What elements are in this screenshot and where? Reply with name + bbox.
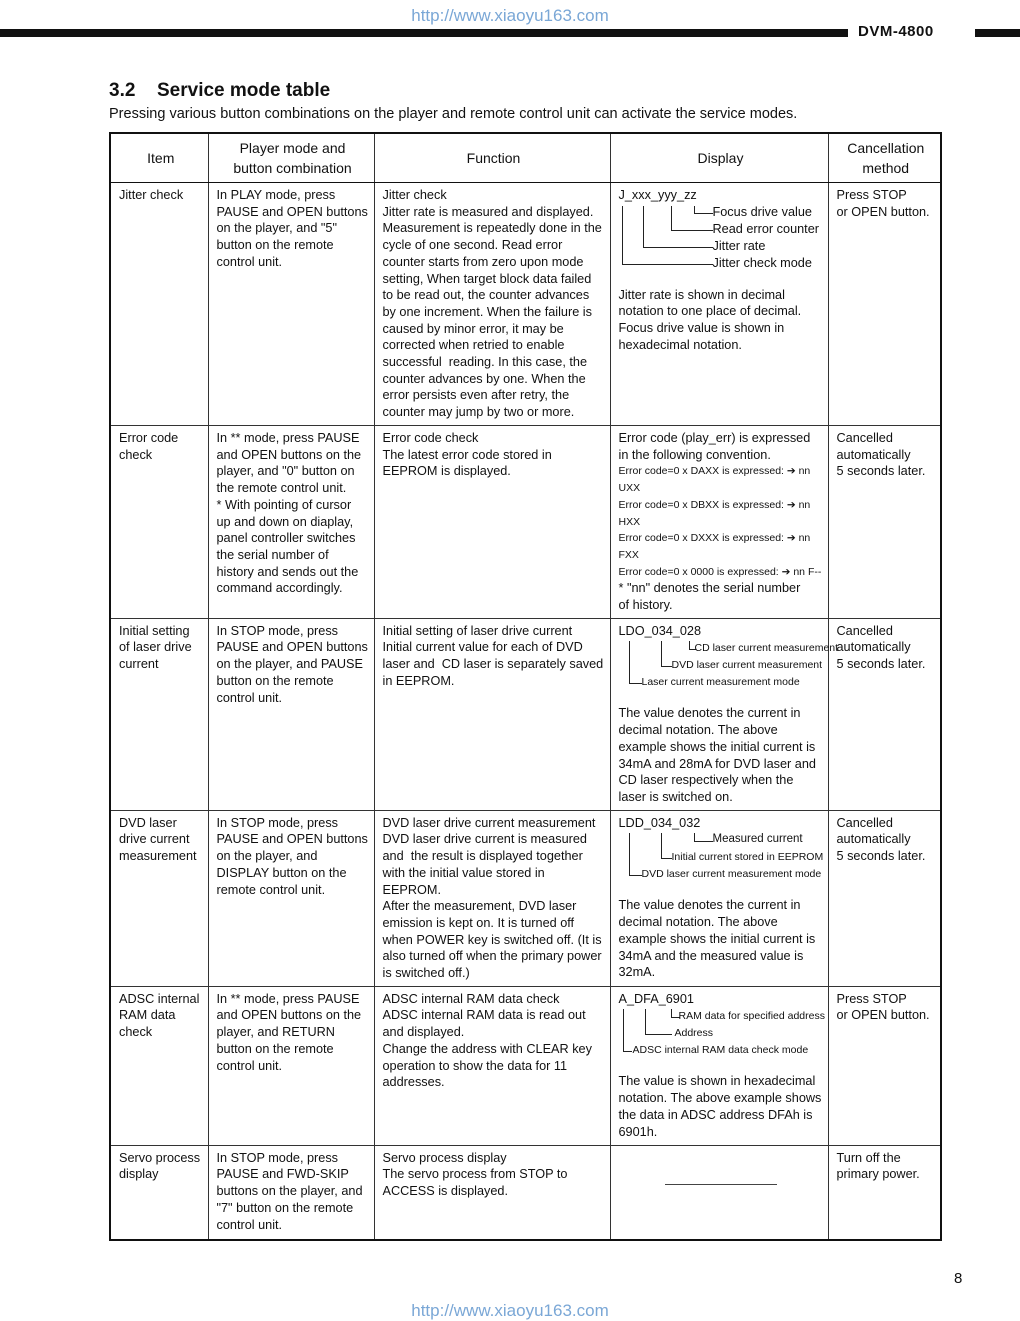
cell-cancel: Cancelled automatically 5 seconds later. (828, 618, 941, 810)
cell-mode: In STOP mode, press PAUSE and FWD-SKIP buttons on the player, and "7" button on the remote control unit. (208, 1145, 374, 1240)
display-diagram (619, 1007, 823, 1057)
cell-function: Servo process display The servo process from STOP to ACCESS is displayed. (374, 1145, 610, 1240)
cell-cancel: Turn off the primary power. (828, 1145, 941, 1240)
cell-function: DVD laser drive current measurement DVD laser drive current is measured and the result is displayed together with the initial value stored in EEPROM. After the measurement, DVD laser emission is kept on. It is turned off when POWER key is switched off. (It is also turned off when the primary power is switched off.) (374, 810, 610, 986)
display-intro: Error code (play_err) is expressed in the following convention. (618, 431, 814, 462)
cell-cancel: Press STOP or OPEN button. (828, 986, 941, 1145)
intro-text: Pressing various button combinations on the player and remote control unit can activate the service modes. (109, 106, 798, 122)
error-code-line: Error code=0 x DAXX is expressed: ➔ nn UXX (618, 465, 811, 495)
cell-display (610, 618, 839, 810)
page-number: 8 (954, 1270, 963, 1287)
cell-function: ADSC internal RAM data check ADSC internal RAM data is read out and displayed. Change the address with CLEAR key operation to show the data for 11 addresses. (374, 986, 610, 1145)
display-label: Initial current stored in EEPROM (671, 851, 824, 864)
display-label: Laser current measurement mode (641, 676, 800, 689)
table-header-row (110, 133, 941, 183)
display-label: Jitter check mode (712, 255, 812, 270)
cell-mode: In STOP mode, press PAUSE and OPEN buttons on the player, and PAUSE button on the remote control unit. (208, 618, 374, 810)
cell-item: Initial setting of laser drive current (110, 618, 208, 810)
cell-cancel: Cancelled automatically 5 seconds later. (828, 426, 941, 619)
header-rule-right (975, 29, 1020, 37)
table-row (110, 426, 941, 619)
cell-item: Error code check (110, 426, 208, 619)
cell-mode: In STOP mode, press PAUSE and OPEN buttons on the player, and DISPLAY button on the remote control unit. (208, 810, 374, 986)
service-mode-table (109, 132, 942, 1241)
display-label: Address (674, 1027, 714, 1040)
header-rule-left (0, 29, 848, 37)
cell-item: ADSC internal RAM data check (110, 986, 208, 1145)
cell-function: Jitter check Jitter rate is measured and displayed. Measurement is repeatedly done in the cycle of one second. Read error counter starts from zero upon mode setting, When target block data failed to be read out, the counter advances by one increment. When the failure is caused by minor error, it may be corrected when retried to enable successful reading. In this case, the counter advances by one. When the error persists even after retry, the counter may jump by two or more. (374, 183, 610, 426)
error-code-line: Error code=0 x DBXX is expressed: ➔ nn HXX (618, 498, 811, 528)
header-function: Function (374, 133, 610, 183)
display-diagram (619, 204, 823, 271)
cell-mode: In ** mode, press PAUSE and OPEN buttons on the player, and "0" button on the remote control unit. * With pointing of cursor up and down on diaplay, panel controller switches the serial number of history and sends out the command accordingly. (208, 426, 374, 619)
display-note: The value is shown in hexadecimal notation. The above example shows the data in ADSC address DFAh is 6901h. (618, 1074, 825, 1139)
display-label: CD laser current measurement (694, 642, 839, 655)
table-row (110, 183, 941, 426)
cell-display (610, 426, 828, 619)
cell-function: Error code check The latest error code stored in EEPROM is displayed. (374, 426, 610, 619)
display-code: A_DFA_6901 (618, 991, 694, 1006)
header-display: Display (610, 133, 828, 183)
section-number: 3.2 (109, 80, 136, 101)
header-mode: Player mode and button combination (208, 133, 374, 183)
cell-display (610, 183, 828, 426)
display-code: LDO_034_028 (618, 623, 702, 638)
table-row (110, 1145, 941, 1240)
model-name: DVM-4800 (858, 23, 934, 40)
header-bar (0, 23, 1020, 40)
display-code: J_xxx_yyy_zz (618, 188, 697, 202)
table-row (110, 810, 941, 986)
header-item: Item (110, 133, 208, 183)
error-code-line: Error code=0 x 0000 is expressed: ➔ nn F-- (618, 565, 822, 578)
cell-mode: In ** mode, press PAUSE and OPEN buttons on the player, and RETURN button on the remote control unit. (208, 986, 374, 1145)
display-label: DVD laser current measurement mode (641, 868, 822, 881)
section-heading (109, 80, 330, 102)
display-label: DVD laser current measurement (671, 659, 823, 672)
display-note: The value denotes the current in decimal notation. The above example shows the initial current is 34mA and the measured value is 32mA. (618, 898, 819, 980)
cell-display (610, 1145, 828, 1240)
header-cancel: Cancellation method (828, 133, 941, 183)
cell-mode: In PLAY mode, press PAUSE and OPEN buttons on the player, and "5" button on the remote control unit. (208, 183, 374, 426)
display-label: ADSC internal RAM data check mode (632, 1044, 809, 1057)
display-label: Jitter rate (712, 238, 766, 253)
display-note: Jitter rate is shown in decimal notation to one place of decimal. Focus drive value is shown in hexadecimal notation. (618, 287, 805, 352)
cell-item: Jitter check (110, 183, 208, 426)
watermark-url-top: http://www.xiaoyu163.com (411, 6, 609, 25)
display-note: The value denotes the current in decimal notation. The above example shows the initial current is 34mA and 28mA for DVD laser and CD laser respectively when the laser is switched on. (618, 706, 820, 804)
section-title: Service mode table (157, 80, 331, 101)
table-row (110, 618, 941, 810)
watermark-url-bottom: http://www.xiaoyu163.com (411, 1301, 609, 1320)
cell-item: Servo process display (110, 1145, 208, 1240)
display-note: * "nn" denotes the serial number of history. (618, 581, 801, 613)
cell-cancel: Press STOP or OPEN button. (828, 183, 941, 426)
empty-display-line (665, 1184, 777, 1185)
display-diagram (619, 831, 823, 881)
display-diagram (619, 639, 839, 689)
cell-display (610, 986, 828, 1145)
display-label: Read error counter (712, 221, 819, 236)
cell-function: Initial setting of laser drive current Initial current value for each of DVD laser and CD laser is separately saved in EEPROM. (374, 618, 610, 810)
cell-display (610, 810, 828, 986)
display-label: RAM data for specified address (678, 1010, 825, 1023)
display-label: Measured current (712, 833, 803, 846)
table-row (110, 986, 941, 1145)
error-code-line: Error code=0 x DXXX is expressed: ➔ nn FXX (618, 532, 811, 561)
cell-item: DVD laser drive current measurement (110, 810, 208, 986)
display-code: LDD_034_032 (618, 815, 701, 830)
display-label: Focus drive value (712, 204, 812, 219)
cell-cancel: Cancelled automatically 5 seconds later. (828, 810, 941, 986)
